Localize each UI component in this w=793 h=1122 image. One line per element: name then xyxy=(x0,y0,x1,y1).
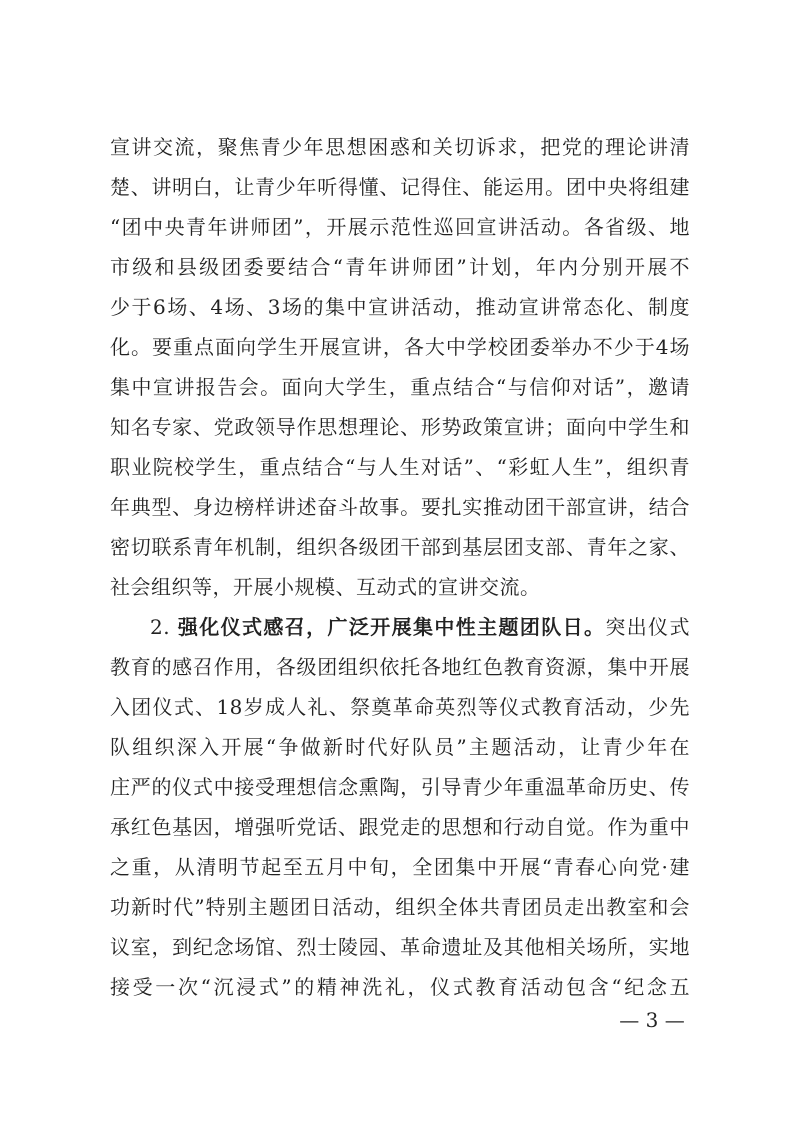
paragraph-line: “团中央青年讲师团”，开展示范性巡回宣讲活动。各省级、地 xyxy=(110,215,690,239)
paragraph-line: 之重，从清明节起至五月中旬，全团集中开展“青春心向党·建 xyxy=(110,855,690,879)
paragraph-line: 入团仪式、18岁成人礼、祭奠革命英烈等仪式教育活动，少先 xyxy=(110,695,690,719)
paragraph-line: 知名专家、党政领导作思想理论、形势政策宣讲；面向中学生和 xyxy=(110,415,690,439)
paragraph-last-line: 社会组织等，开展小规模、互动式的宣讲交流。 xyxy=(110,575,541,599)
paragraph-line: 庄严的仪式中接受理想信念熏陶，引导青少年重温革命历史、传 xyxy=(110,775,690,799)
paragraph-line: 议室，到纪念场馆、烈士陵园、革命遗址及其他相关场所，实地 xyxy=(110,935,690,959)
paragraph-line: 宣讲交流，聚焦青少年思想困惑和关切诉求，把党的理论讲清 xyxy=(110,135,690,159)
section-heading: 强化仪式感召，广泛开展集中性主题团队日。 xyxy=(177,615,606,639)
page-number: — 3 — xyxy=(619,1008,685,1032)
paragraph-line: 市级和县级团委要结合“青年讲师团”计划，年内分别开展不 xyxy=(110,255,690,279)
paragraph-line: 接受一次“沉浸式”的精神洗礼，仪式教育活动包含“纪念五 xyxy=(110,975,690,999)
paragraph-line: 队组织深入开展“争做新时代好队员”主题活动，让青少年在 xyxy=(110,735,690,759)
paragraph-line: 承红色基因，增强听党话、跟党走的思想和行动自觉。作为重中 xyxy=(110,815,690,839)
section-number: 2. xyxy=(150,615,178,639)
paragraph-line: 少于6场、4场、3场的集中宣讲活动，推动宣讲常态化、制度 xyxy=(110,295,690,319)
section-heading-line xyxy=(150,607,690,647)
paragraph-line: 密切联系青年机制，组织各级团干部到基层团支部、青年之家、 xyxy=(110,535,690,559)
paragraph-line: 楚、讲明白，让青少年听得懂、记得住、能运用。团中央将组建 xyxy=(110,175,690,199)
section-heading-rest: 突出仪式 xyxy=(605,615,691,639)
paragraph-line: 年典型、身边榜样讲述奋斗故事。要扎实推动团干部宣讲，结合 xyxy=(110,495,690,519)
paragraph-line: 功新时代”特别主题团日活动，组织全体共青团员走出教室和会 xyxy=(110,895,690,919)
paragraph-line: 教育的感召作用，各级团组织依托各地红色教育资源，集中开展 xyxy=(110,655,690,679)
paragraph-line: 集中宣讲报告会。面向大学生，重点结合“与信仰对话”，邀请 xyxy=(110,375,690,399)
paragraph-line: 化。要重点面向学生开展宣讲，各大中学校团委举办不少于4场 xyxy=(110,335,690,359)
paragraph-line: 职业院校学生，重点结合“与人生对话”、“彩虹人生”，组织青 xyxy=(110,455,690,479)
